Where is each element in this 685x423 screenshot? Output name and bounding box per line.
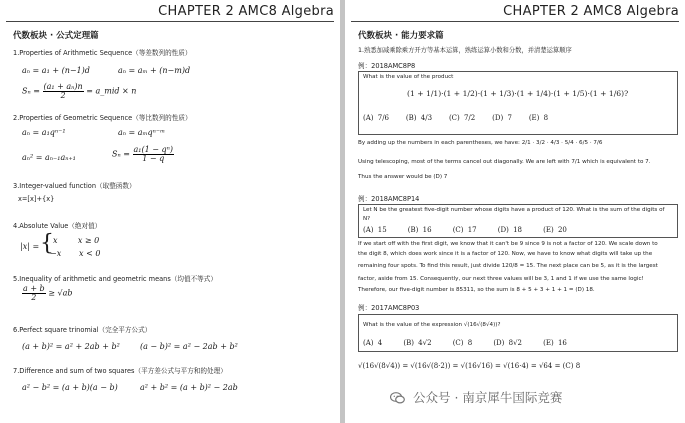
ap-sum-rhs: = a_mid × n <box>86 86 137 96</box>
item-5-heading: 5.Inequality of arithmetic and geometric means（均值不等式） <box>13 275 217 283</box>
ap-sum-numerator: (a₁ + aₙ)n <box>43 82 83 91</box>
gp-sum-denominator: 1 − q <box>142 154 165 163</box>
choice-e: (E) 20 <box>543 226 567 234</box>
example-1-solution-2: Using telescoping, most of the terms cancel out diagonally. We are left with 7/1 which is equivalent to 7. <box>358 159 651 165</box>
example-3-question: What is the value of the expression √(16√(8√4))? <box>363 322 501 328</box>
choice-a: (A) 7/6 <box>363 114 390 122</box>
example-1-product: (1 + 1/1)·(1 + 1/2)·(1 + 1/3)·(1 + 1/4)·(1 + 1/5)·(1 + 1/6)? <box>407 89 629 98</box>
choice-e: (E) 16 <box>543 339 567 347</box>
ap-sum-formula <box>22 83 136 100</box>
watermark-text: 公众号 · 南京犀牛国际竞赛 <box>412 390 563 405</box>
square-formula-1: (a + b)² = a² + 2ab + b² <box>22 342 120 351</box>
choice-b: (B) 4/3 <box>405 114 433 122</box>
choice-b: (B) 4√2 <box>403 339 432 347</box>
choice-d: (D) 18 <box>497 226 522 234</box>
amgm-fraction <box>22 285 46 302</box>
item-4-heading: 4.Absolute Value（绝对值） <box>13 222 102 230</box>
header-rule <box>351 21 679 22</box>
example-2-solution-5: Therefore, our five-digit number is 85311, so the sum is 8 + 5 + 3 + 1 + 1 = (D) 18. <box>358 287 595 293</box>
example-1-solution-1: By adding up the numbers in each parentheses, we have: 2/1 · 3/2 · 4/3 · 5/4 · 6/5 · 7/6 <box>358 140 603 146</box>
left-section-title: 代数板块 · 公式定理篇 <box>13 31 99 41</box>
example-2-solution-1: If we start off with the first digit, we know that it can't be 9 since 9 is not a factor of 120. We scale down to <box>358 241 658 247</box>
abs-lhs: |x| = <box>20 242 40 251</box>
gp-sum-formula <box>112 146 174 163</box>
amgm-numerator: a + b <box>23 284 45 293</box>
amgm-denominator: 2 <box>31 293 37 302</box>
right-page <box>345 0 685 423</box>
gp-sum-fraction <box>133 146 174 163</box>
choice-c: (C) 17 <box>452 226 477 234</box>
left-page-header: CHAPTER 2 AMC8 Algebra <box>158 4 334 19</box>
example-2-solution-3: remaining four spots. To find this result, just divide 120/8 = 15. The next place can be 5, as it is the largest <box>358 263 658 269</box>
example-1-problem-box <box>358 71 678 135</box>
gp-formula-3: aₙ² = aₙ₋₁aₙ₊₁ <box>22 153 76 162</box>
gp-formula-1: aₙ = a₁qⁿ⁻¹ <box>22 128 66 137</box>
item-7-heading: 7.Difference and sum of two squares（平方差公式与平方和的处理） <box>13 367 227 375</box>
example-3-solution: √(16√(8√4)) = √(16√(8·2)) = √(16√16) = √(16·4) = √64 = (C) 8 <box>358 362 581 370</box>
gp-formula-2: aₙ = aₘqⁿ⁻ᵐ <box>118 128 165 137</box>
item-3-heading: 3.Integer-valued function（取整函数） <box>13 182 136 190</box>
ap-sum-fraction <box>43 83 84 100</box>
ap-sum-lhs: Sₙ = <box>22 86 40 96</box>
right-page-header: CHAPTER 2 AMC8 Algebra <box>503 4 679 19</box>
choice-b: (B) 16 <box>407 226 432 234</box>
amgm-formula <box>22 285 72 302</box>
example-1-choices <box>363 114 548 122</box>
choice-d: (D) 7 <box>492 114 512 122</box>
example-1-solution-3: Thus the answer would be (D) 7 <box>358 174 448 180</box>
choice-c: (C) 7/2 <box>448 114 476 122</box>
left-page <box>0 0 340 423</box>
ap-formula-1: aₙ = a₁ + (n−1)d <box>22 66 90 75</box>
example-2-label: 例：2018AMC8P14 <box>358 195 420 203</box>
choice-c: (C) 8 <box>452 339 473 347</box>
square-formula-2: (a − b)² = a² − 2ab + b² <box>140 342 238 351</box>
squares-formula-2: a² + b² = (a + b)² − 2ab <box>140 383 238 392</box>
amgm-rhs: ≥ √ab <box>48 288 73 298</box>
example-3-choices <box>363 339 567 347</box>
abs-case-2: −x x < 0 <box>50 249 101 258</box>
item-1-heading: 1.Properties of Arithmetic Sequence（等差数列的性质） <box>13 49 192 57</box>
choice-d: (D) 8√2 <box>493 339 522 347</box>
squares-formula-1: a² − b² = (a + b)(a − b) <box>22 383 118 392</box>
choice-a: (A) 15 <box>363 226 387 234</box>
ap-formula-2: aₙ = aₘ + (n−m)d <box>118 66 191 75</box>
example-3-problem-box <box>358 314 678 352</box>
header-rule <box>6 21 334 22</box>
right-section-title: 代数板块 · 能力要求篇 <box>358 31 444 41</box>
ability-intro: 1.熟悉加减乘除乘方开方等基本运算，熟练运算小数和分数，并清楚运算顺序 <box>358 47 572 54</box>
abs-case-1: x x ≥ 0 <box>53 236 100 245</box>
integer-function-formula: x=[x]+{x} <box>18 195 55 203</box>
choice-a: (A) 4 <box>363 339 383 347</box>
choice-e: (E) 8 <box>528 114 549 122</box>
example-2-question: Let N be the greatest five-digit number whose digits have a product of 120. What is the sum of the digits of N? <box>363 207 665 222</box>
example-1-label: 例：2018AMC8P8 <box>358 62 416 70</box>
example-1-question: What is the value of the product <box>363 74 454 80</box>
gp-sum-lhs: Sₙ = <box>112 149 130 159</box>
example-3-label: 例：2017AMC8P03 <box>358 304 420 312</box>
example-2-problem-box <box>358 204 678 238</box>
item-6-heading: 6.Perfect square trinomial（完全平方公式） <box>13 326 152 334</box>
example-2-solution-4: factor, aside from 15. Consequently, our next three values will be 3, 1 and 1 if we use the same logic! <box>358 276 644 282</box>
gp-sum-numerator: a₁(1 − qⁿ) <box>133 145 173 154</box>
item-2-heading: 2.Properties of Geometric Sequence（等比数列的性质） <box>13 114 192 122</box>
ap-sum-denominator: 2 <box>60 91 66 100</box>
left-brace: { <box>40 231 54 256</box>
wechat-icon <box>390 392 405 404</box>
example-2-solution-2: the digit 8, which does work since it is a factor of 120. Now, we have to know what digits will take up the <box>358 251 653 257</box>
example-2-choices <box>363 226 567 234</box>
watermark <box>390 388 562 406</box>
